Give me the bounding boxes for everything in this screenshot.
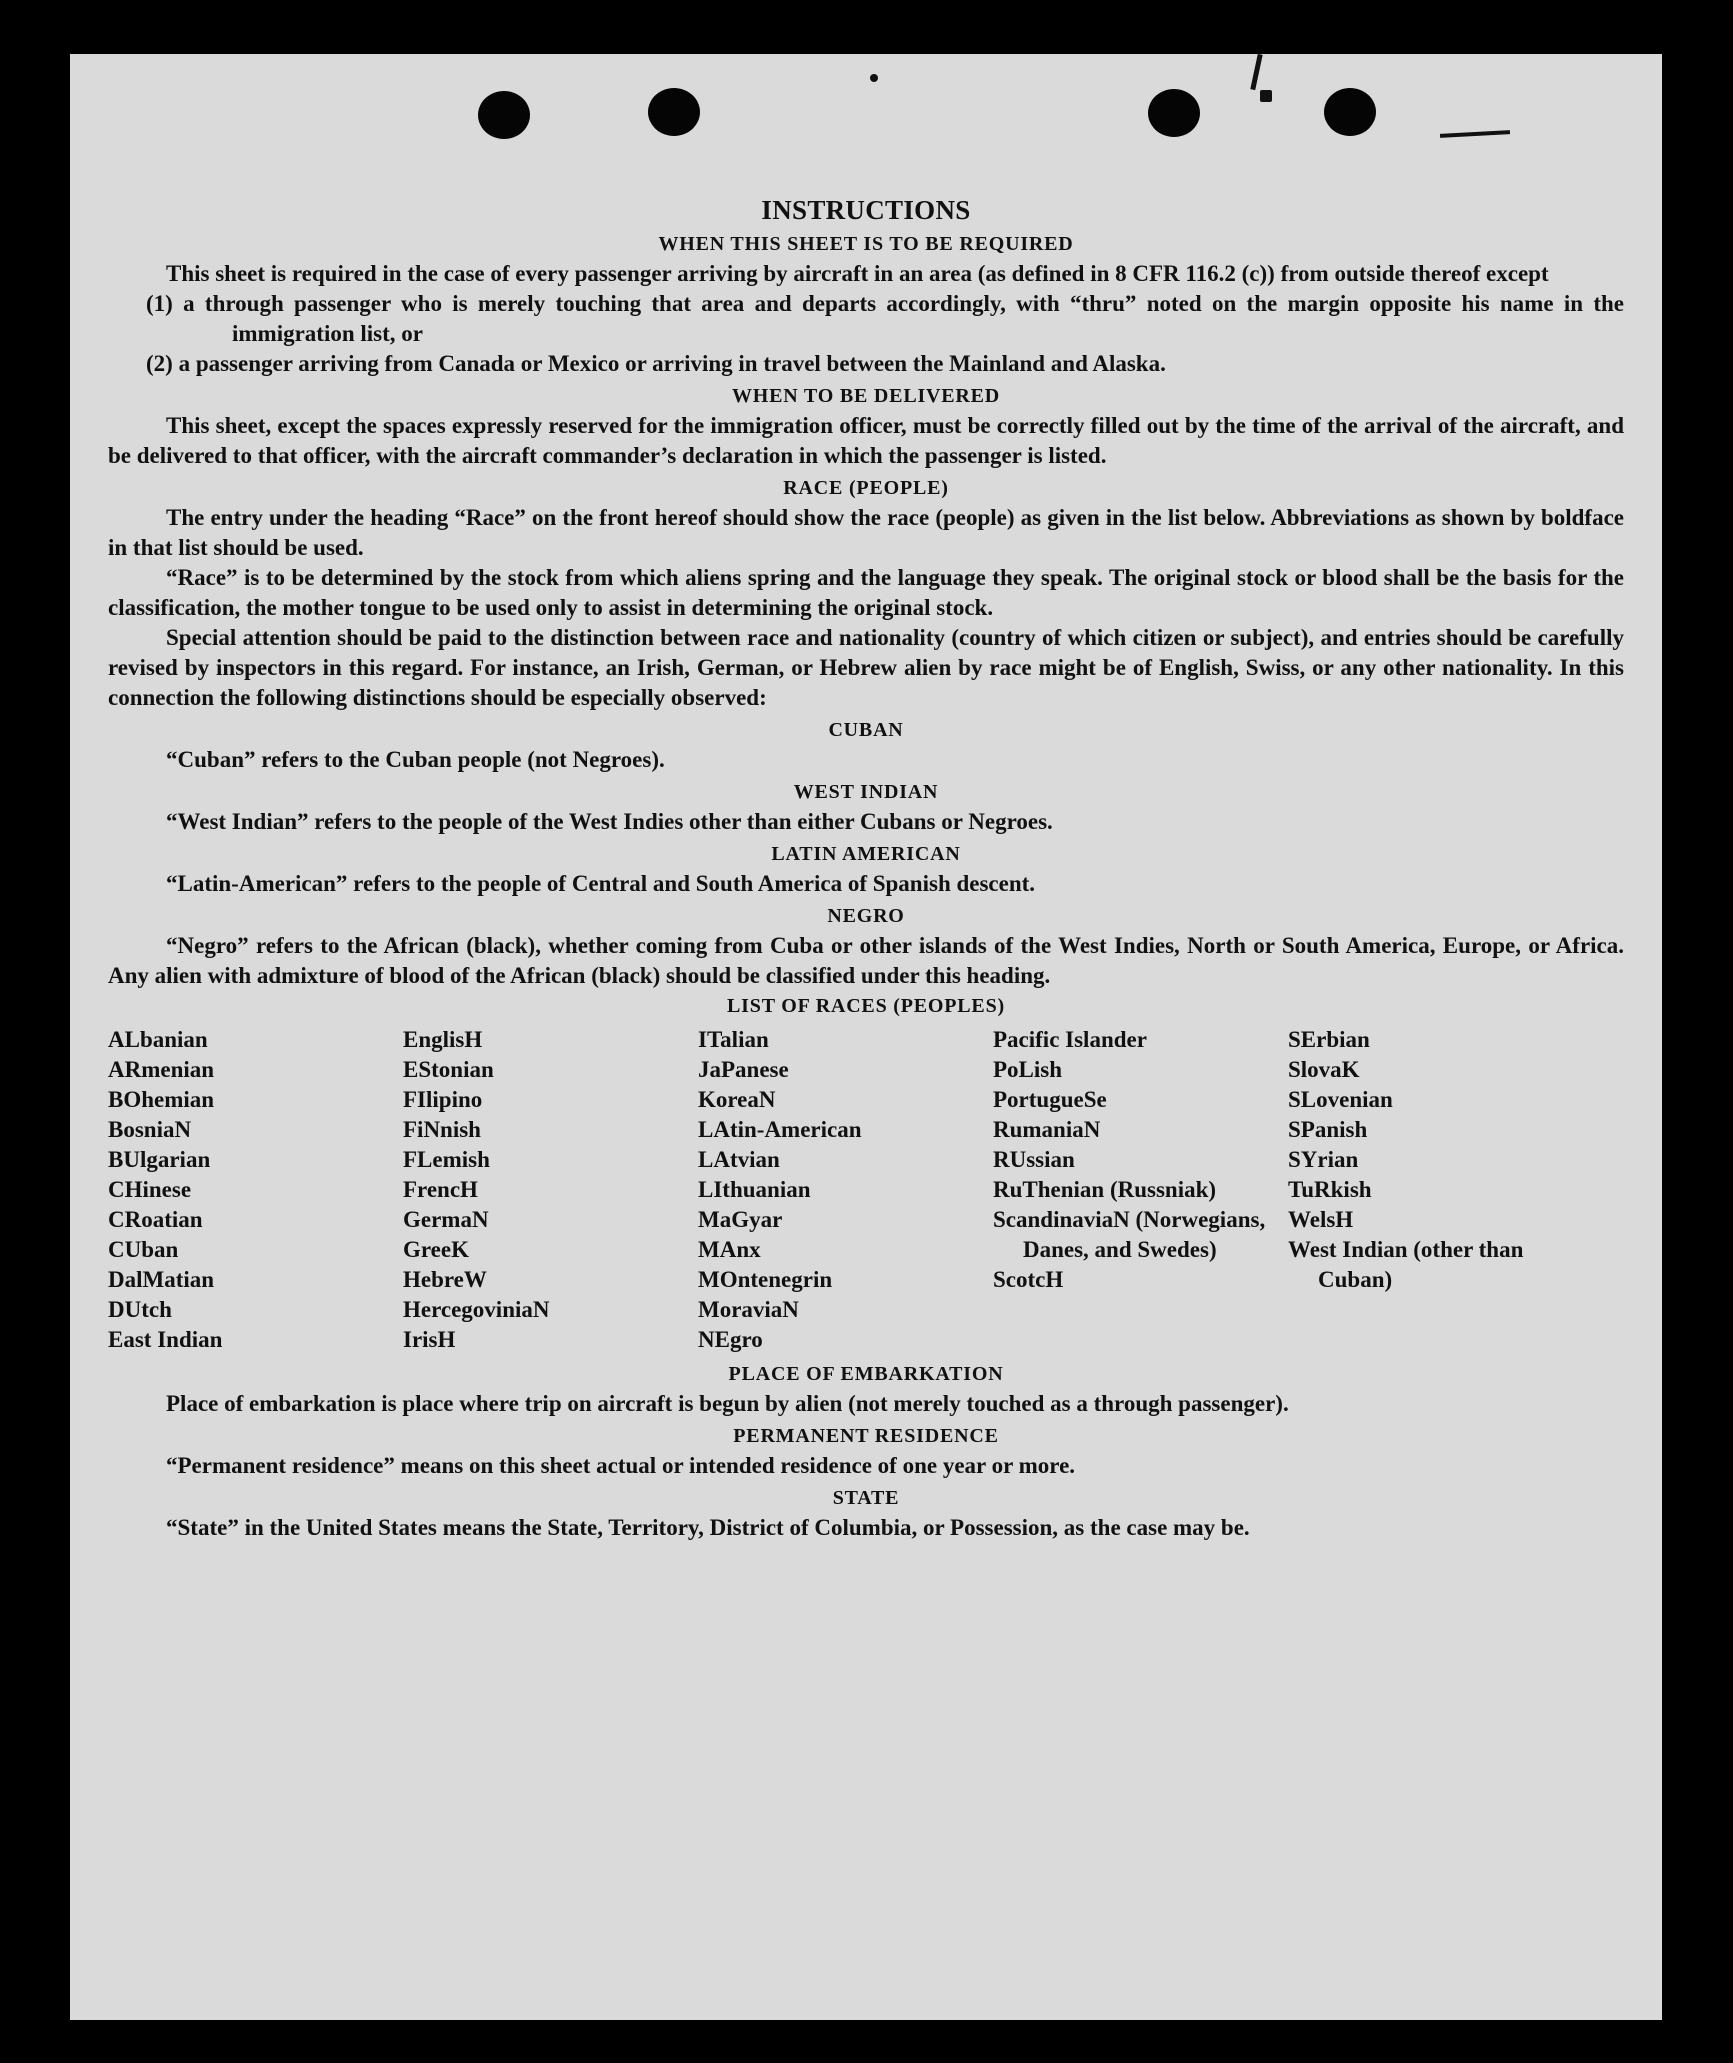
race-item: RuThenian (Russniak) <box>993 1177 1217 1202</box>
race-item: MOntenegrin <box>698 1267 833 1292</box>
document-sheet <box>70 54 1662 2020</box>
scan-mark <box>870 74 878 82</box>
race-item: MAnx <box>698 1237 761 1262</box>
race-item: SlovaK <box>1288 1057 1360 1082</box>
exception-item: (2) a passenger arriving from Canada or Mexico or arriving in travel between the Mainland and Alaska. <box>146 351 1166 376</box>
race-paragraph: Special attention should be paid to the distinction between race and nationality (country of which citizen or subject), and entries should be carefully revised by inspectors in this regard. For instance, an Irish, German, or Hebrew alien by race might be of English, Swiss, or any other nationality. In this connection the following distinctions should be especially observed: <box>108 625 1624 710</box>
race-item: MoraviaN <box>698 1297 799 1322</box>
race-item: SYrian <box>1288 1147 1359 1172</box>
race-item: East Indian <box>108 1327 223 1352</box>
race-item: CHinese <box>108 1177 192 1202</box>
race-item: SPanish <box>1288 1117 1368 1142</box>
punch-hole <box>1148 89 1200 137</box>
scan-mark <box>1250 54 1262 90</box>
race-item: TuRkish <box>1288 1177 1372 1202</box>
negro-text: “Negro” refers to the African (black), whether coming from Cuba or other islands of the West Indies, North or South America, Europe, or Africa. Any alien with admixture of blood of the African (black) should be classified under this heading. <box>108 933 1624 988</box>
page-title: INSTRUCTIONS <box>761 195 971 225</box>
race-item: HebreW <box>403 1267 487 1292</box>
section-heading-residence: PERMANENT RESIDENCE <box>733 1425 999 1447</box>
scan-mark <box>1260 90 1272 102</box>
section-heading-negro: NEGRO <box>827 905 905 927</box>
race-item: KoreaN <box>698 1087 776 1112</box>
race-item: ScotcH <box>993 1267 1064 1292</box>
race-item: PoLish <box>993 1057 1063 1082</box>
scan-mark <box>1440 130 1510 138</box>
race-item: FrencH <box>403 1177 478 1202</box>
race-item: EnglisH <box>403 1027 483 1052</box>
residence-text: “Permanent residence” means on this sheet actual or intended residence of one year or more. <box>166 1453 1076 1478</box>
race-item: ScandinaviaN (Norwegians, Danes, and Swedes) <box>993 1207 1266 1262</box>
race-item: BosniaN <box>108 1117 192 1142</box>
race-item: RumaniaN <box>993 1117 1101 1142</box>
race-item: LAtvian <box>698 1147 780 1172</box>
section-heading-list-of-races: LIST OF RACES (PEOPLES) <box>727 995 1005 1017</box>
when-required-intro: This sheet is required in the case of every passenger arriving by aircraft in an area (as defined in 8 CFR 116.2 (c)) from outside thereof except <box>166 261 1549 286</box>
race-item: JaPanese <box>698 1057 789 1082</box>
race-item: EStonian <box>403 1057 494 1082</box>
race-item: Pacific Islander <box>993 1027 1147 1052</box>
punch-hole <box>478 91 530 139</box>
instructions-content <box>108 191 1624 1543</box>
west-indian-text: “West Indian” refers to the people of the West Indies other than either Cubans or Negroes. <box>166 809 1053 834</box>
race-item: ARmenian <box>108 1057 215 1082</box>
race-item: BUlgarian <box>108 1147 211 1172</box>
race-item: GreeK <box>403 1237 469 1262</box>
race-item: BOhemian <box>108 1087 215 1112</box>
race-item: GermaN <box>403 1207 489 1232</box>
race-item: ITalian <box>698 1027 769 1052</box>
races-list <box>108 1025 1624 1355</box>
section-heading-west-indian: WEST INDIAN <box>793 781 939 803</box>
section-heading-latin-american: LATIN AMERICAN <box>771 843 961 865</box>
race-item: FIlipino <box>403 1087 483 1112</box>
race-item: SErbian <box>1288 1027 1370 1052</box>
exception-item: (1) a through passenger who is merely touching that area and departs accordingly, with “thru” noted on the margin opposite his name in the immigration list, or <box>146 291 1624 346</box>
state-text: “State” in the United States means the State, Territory, District of Columbia, or Possession, as the case may be. <box>166 1515 1250 1540</box>
race-item: LIthuanian <box>698 1177 811 1202</box>
race-item: DUtch <box>108 1297 172 1322</box>
race-item: HercegoviniaN <box>403 1297 550 1322</box>
latin-american-text: “Latin-American” refers to the people of Central and South America of Spanish descent. <box>166 871 1036 896</box>
punch-hole <box>1324 88 1376 136</box>
cuban-text: “Cuban” refers to the Cuban people (not Negroes). <box>166 747 665 772</box>
races-column <box>403 1025 698 1355</box>
race-item: NEgro <box>698 1327 763 1352</box>
race-item: WelsH <box>1288 1207 1354 1232</box>
section-heading-when-required: WHEN THIS SHEET IS TO BE REQUIRED <box>658 233 1074 255</box>
race-item: CUban <box>108 1237 179 1262</box>
section-heading-cuban: CUBAN <box>828 719 904 741</box>
race-paragraph: The entry under the heading “Race” on the front hereof should show the race (people) as given in the list below. Abbreviations as shown by boldface in that list should be used. <box>108 505 1624 560</box>
race-item: LAtin-American <box>698 1117 862 1142</box>
races-column <box>108 1025 403 1355</box>
race-item: PortugueSe <box>993 1087 1107 1112</box>
punch-hole <box>648 88 700 136</box>
section-heading-race: RACE (PEOPLE) <box>783 477 949 499</box>
section-heading-state: STATE <box>832 1487 900 1509</box>
race-item: IrisH <box>403 1327 456 1352</box>
race-item: ALbanian <box>108 1027 208 1052</box>
race-item: DalMatian <box>108 1267 215 1292</box>
race-item: West Indian (other than Cuban) <box>1288 1237 1524 1292</box>
races-column <box>698 1025 993 1355</box>
race-item: CRoatian <box>108 1207 203 1232</box>
section-heading-embarkation: PLACE OF EMBARKATION <box>728 1363 1004 1385</box>
section-heading-when-delivered: WHEN TO BE DELIVERED <box>731 385 1001 407</box>
race-item: SLovenian <box>1288 1087 1393 1112</box>
races-column <box>993 1025 1288 1355</box>
race-item: FiNnish <box>403 1117 481 1142</box>
race-paragraph: “Race” is to be determined by the stock from which aliens spring and the language they speak. The original stock or blood shall be the basis for the classification, the mother tongue to be used only to assist in determining the original stock. <box>108 565 1624 620</box>
races-column <box>1288 1025 1583 1355</box>
race-item: MaGyar <box>698 1207 783 1232</box>
race-item: FLemish <box>403 1147 490 1172</box>
race-item: RUssian <box>993 1147 1075 1172</box>
when-delivered-text: This sheet, except the spaces expressly reserved for the immigration officer, must be correctly filled out by the time of the arrival of the aircraft, and be delivered to that officer, with the aircraft commander’s declaration in which the passenger is listed. <box>108 413 1624 468</box>
embarkation-text: Place of embarkation is place where trip on aircraft is begun by alien (not merely touched as a through passenger). <box>166 1391 1289 1416</box>
